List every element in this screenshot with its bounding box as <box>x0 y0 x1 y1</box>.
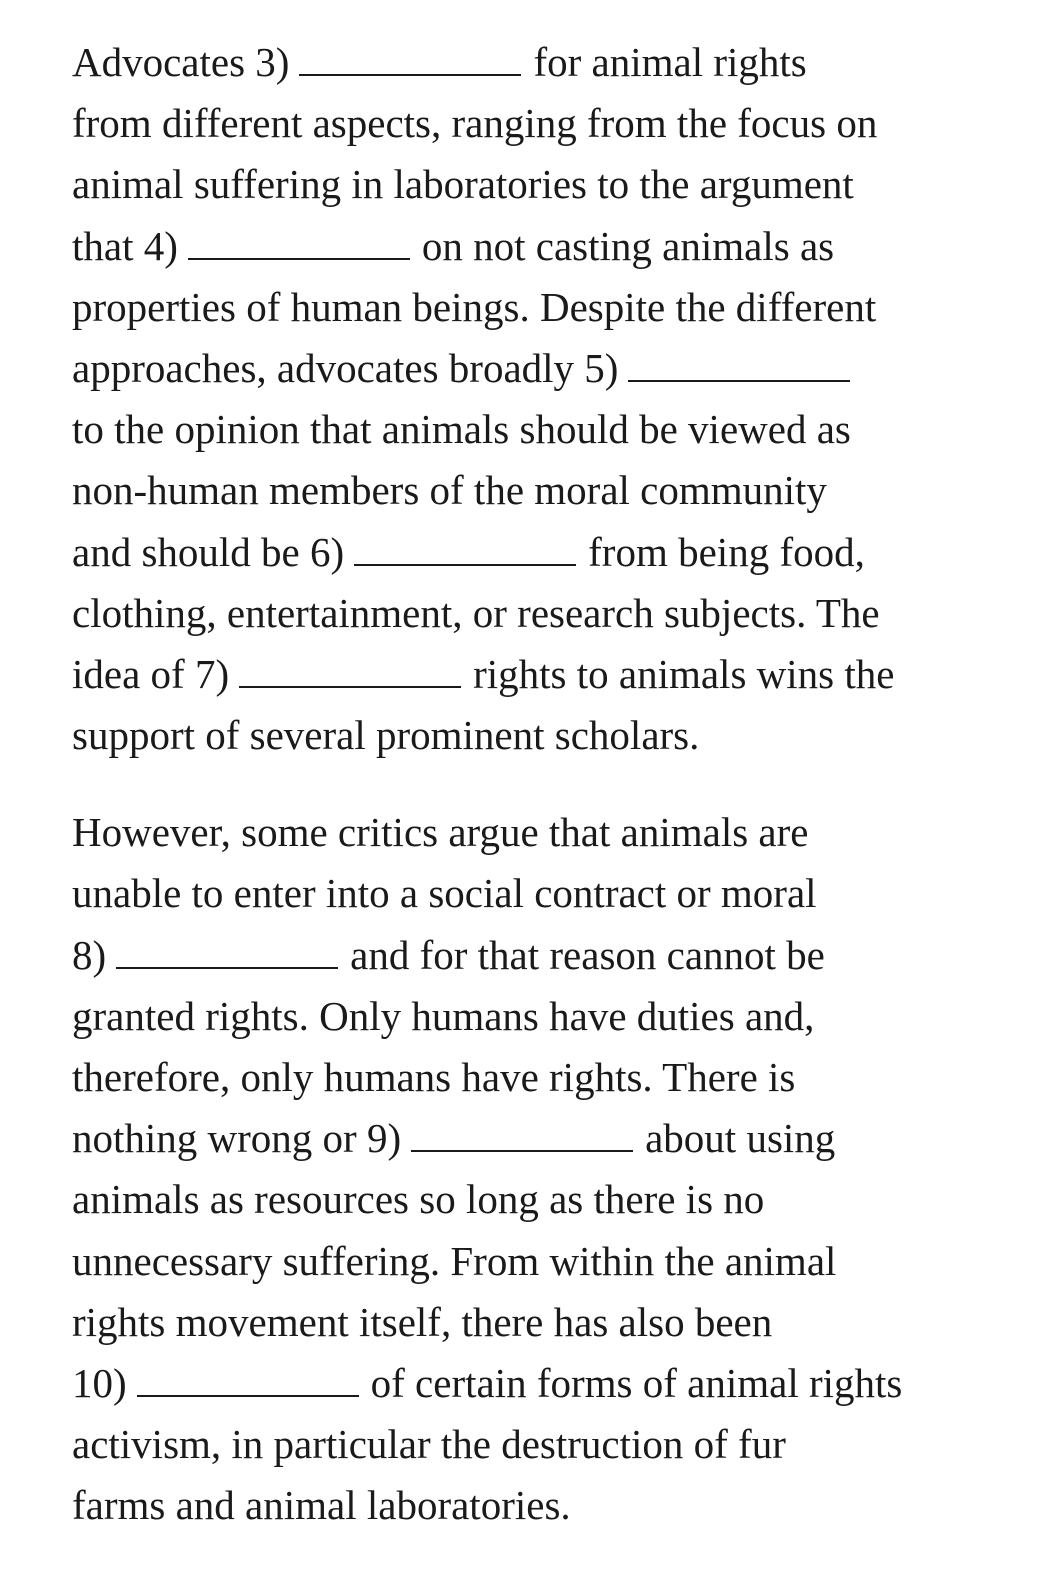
text-line <box>72 338 1032 399</box>
line-text: from different aspects, ranging from the focus on <box>72 100 878 147</box>
text-line <box>72 154 1032 215</box>
text-line <box>72 986 1032 1047</box>
line-text: idea of 7) <box>72 650 230 697</box>
text-line <box>72 32 1032 93</box>
answer-blank[interactable] <box>116 966 338 969</box>
line-text: unnecessary suffering. From within the animal <box>72 1237 837 1284</box>
text-line <box>72 216 1032 277</box>
document-body <box>72 32 1032 1573</box>
text-line <box>72 522 1032 583</box>
text-line <box>72 863 1032 924</box>
line-text: on not casting animals as <box>421 222 835 269</box>
line-text: of certain forms of animal rights <box>370 1359 903 1406</box>
text-line <box>72 460 1032 521</box>
line-text: for animal rights <box>533 39 807 85</box>
line-text: about using <box>645 1115 836 1162</box>
line-text: approaches, advocates broadly 5) <box>72 344 619 391</box>
answer-blank[interactable] <box>354 563 576 566</box>
line-text: support of several prominent scholars. <box>72 712 700 759</box>
text-line <box>72 399 1032 460</box>
line-text: animals as resources so long as there is no <box>72 1176 765 1223</box>
text-line <box>72 1231 1032 1292</box>
paragraph <box>72 802 1032 1536</box>
line-text: unable to enter into a social contract or moral <box>72 870 817 917</box>
line-text: and for that reason cannot be <box>350 931 825 978</box>
text-line <box>72 705 1032 766</box>
answer-blank[interactable] <box>137 1394 359 1397</box>
text-line <box>72 1414 1032 1475</box>
line-text: farms and animal laboratories. <box>72 1482 571 1529</box>
text-line <box>72 925 1032 986</box>
text-line <box>72 93 1032 154</box>
answer-blank[interactable] <box>628 379 850 382</box>
answer-blank[interactable] <box>188 257 410 260</box>
text-line <box>72 1475 1032 1536</box>
line-text: granted rights. Only humans have duties and, <box>72 992 815 1039</box>
answer-blank[interactable] <box>299 73 521 76</box>
text-line <box>72 1169 1032 1230</box>
line-text: clothing, entertainment, or research subjects. The <box>72 589 880 636</box>
answer-blank[interactable] <box>411 1149 633 1152</box>
text-line <box>72 1353 1032 1414</box>
line-text: and should be 6) <box>72 528 345 575</box>
line-text: nothing wrong or 9) <box>72 1115 402 1162</box>
line-text: non-human members of the moral community <box>72 467 827 514</box>
line-text: therefore, only humans have rights. There is <box>72 1054 796 1100</box>
text-line <box>72 1292 1032 1353</box>
line-text: rights movement itself, there has also been <box>72 1298 773 1345</box>
line-text: activism, in particular the destruction of fur <box>72 1421 786 1468</box>
line-text: 8) <box>72 931 107 978</box>
answer-blank[interactable] <box>239 685 461 688</box>
paragraph <box>72 32 1032 766</box>
line-text: properties of human beings. Despite the different <box>72 283 877 330</box>
line-text: to the opinion that animals should be viewed as <box>72 406 851 453</box>
line-text: from being food, <box>588 528 865 575</box>
text-line <box>72 1047 1032 1108</box>
line-text: However, some critics argue that animals are <box>72 809 809 856</box>
text-line <box>72 644 1032 705</box>
text-line <box>72 277 1032 338</box>
line-text: that 4) <box>72 222 178 269</box>
line-text: animal suffering in laboratories to the argument <box>72 161 854 208</box>
text-line <box>72 583 1032 644</box>
text-line <box>72 802 1032 863</box>
text-line <box>72 1108 1032 1169</box>
line-text: rights to animals wins the <box>473 650 895 697</box>
line-text: Advocates 3) <box>72 39 290 85</box>
line-text: 10) <box>72 1359 127 1406</box>
